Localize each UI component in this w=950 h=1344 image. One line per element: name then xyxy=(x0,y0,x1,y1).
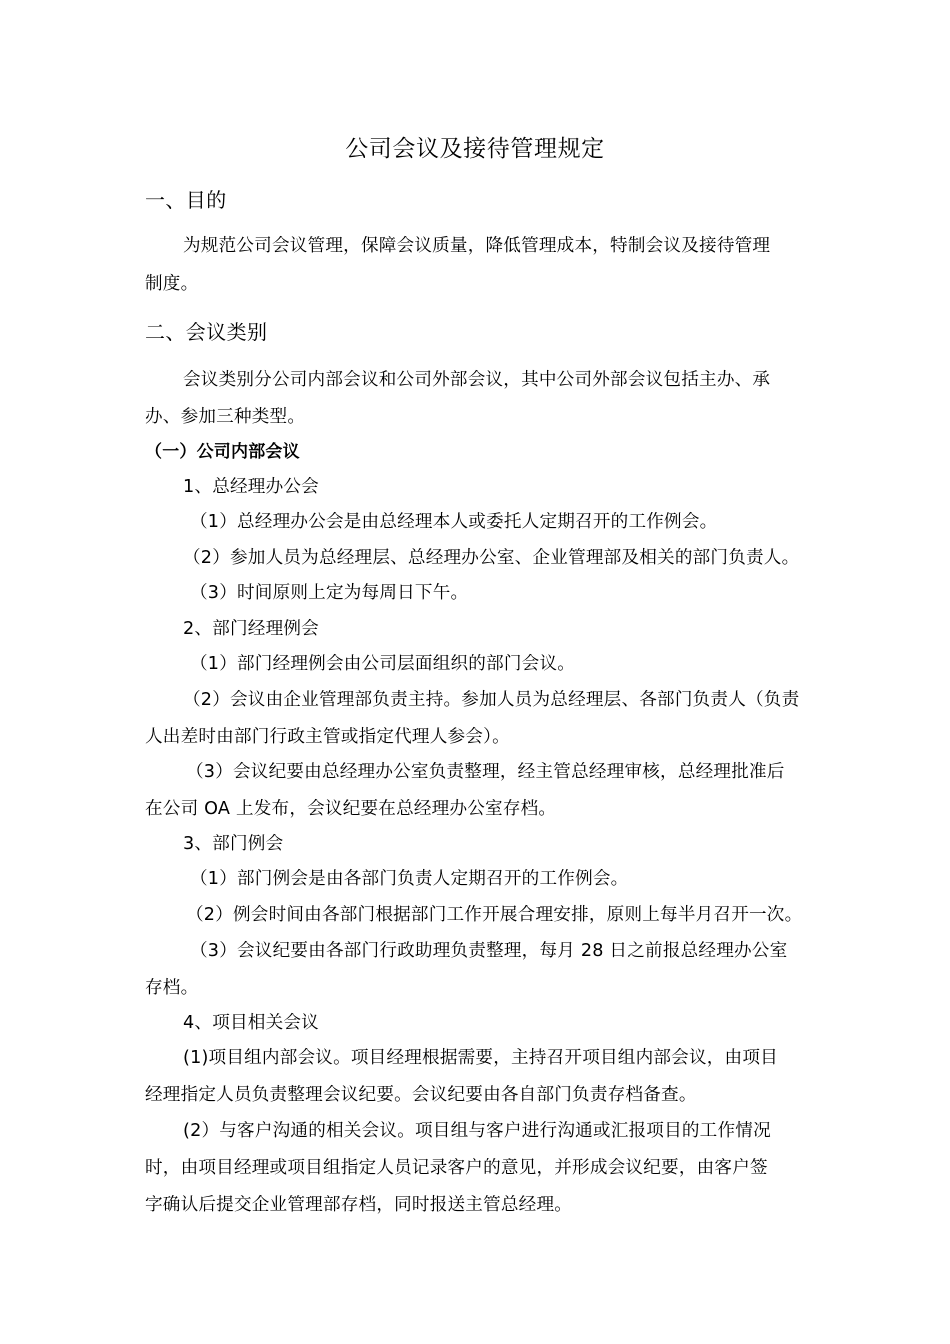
item-point-line: （1）总经理办公会是由总经理本人或委托人定期召开的工作例会。 xyxy=(190,512,718,532)
item-point-line: (2）与客户沟通的相关会议。项目组与客户进行沟通或汇报项目的工作情况 xyxy=(183,1121,771,1141)
item-label: 2、部门经理例会 xyxy=(183,619,319,639)
item-label: 3、部门例会 xyxy=(183,834,284,854)
purpose-paragraph-line: 为规范公司会议管理，保障会议质量，降低管理成本，特制会议及接待管理 xyxy=(183,236,771,256)
item-point-line: 字确认后提交企业管理部存档，同时报送主管总经理。 xyxy=(145,1195,573,1215)
item-point-line: （2）会议由企业管理部负责主持。参加人员为总经理层、各部门负责人（负责 xyxy=(183,690,800,710)
purpose-paragraph-line: 制度。 xyxy=(145,274,199,294)
section-heading-meeting-types: 二、会议类别 xyxy=(145,320,268,344)
item-point-line: 在公司 OA 上发布，会议纪要在总经理办公室存档。 xyxy=(145,799,557,819)
meeting-types-paragraph-line: 会议类别分公司内部会议和公司外部会议，其中公司外部会议包括主办、承 xyxy=(183,370,771,390)
item-point-line: 经理指定人员负责整理会议纪要。会议纪要由各自部门负责存档备查。 xyxy=(145,1085,697,1105)
meeting-types-paragraph-line: 办、参加三种类型。 xyxy=(145,407,306,427)
item-point-line: （3）时间原则上定为每周日下午。 xyxy=(190,583,469,603)
section-heading-purpose: 一、目的 xyxy=(145,188,227,212)
item-point-line: 时，由项目经理或项目组指定人员记录客户的意见，并形成会议纪要，由客户签 xyxy=(145,1158,768,1178)
item-point-line: 人出差时由部门行政主管或指定代理人参会）。 xyxy=(145,727,510,747)
item-point-line: （3）会议纪要由各部门行政助理负责整理，每月 28 日之前报总经理办公室 xyxy=(190,941,788,961)
item-point-line: （1）部门例会是由各部门负责人定期召开的工作例会。 xyxy=(190,869,629,889)
document-title: 公司会议及接待管理规定 xyxy=(345,136,605,162)
item-point-line: 存档。 xyxy=(145,978,199,998)
item-point-line: （2）例会时间由各部门根据部门工作开展合理安排，原则上每半月召开一次。 xyxy=(186,905,803,925)
item-point-line: (1)项目组内部会议。项目经理根据需要，主持召开项目组内部会议，由项目 xyxy=(183,1048,778,1068)
item-point-line: （3）会议纪要由总经理办公室负责整理，经主管总经理审核，总经理批准后 xyxy=(186,762,785,782)
item-point-line: （1）部门经理例会由公司层面组织的部门会议。 xyxy=(190,654,576,674)
item-label: 4、项目相关会议 xyxy=(183,1013,319,1033)
subsection-heading-internal-meetings: （一）公司内部会议 xyxy=(145,442,300,462)
item-point-line: （2）参加人员为总经理层、总经理办公室、企业管理部及相关的部门负责人。 xyxy=(183,548,800,568)
item-label: 1、总经理办公会 xyxy=(183,477,319,497)
